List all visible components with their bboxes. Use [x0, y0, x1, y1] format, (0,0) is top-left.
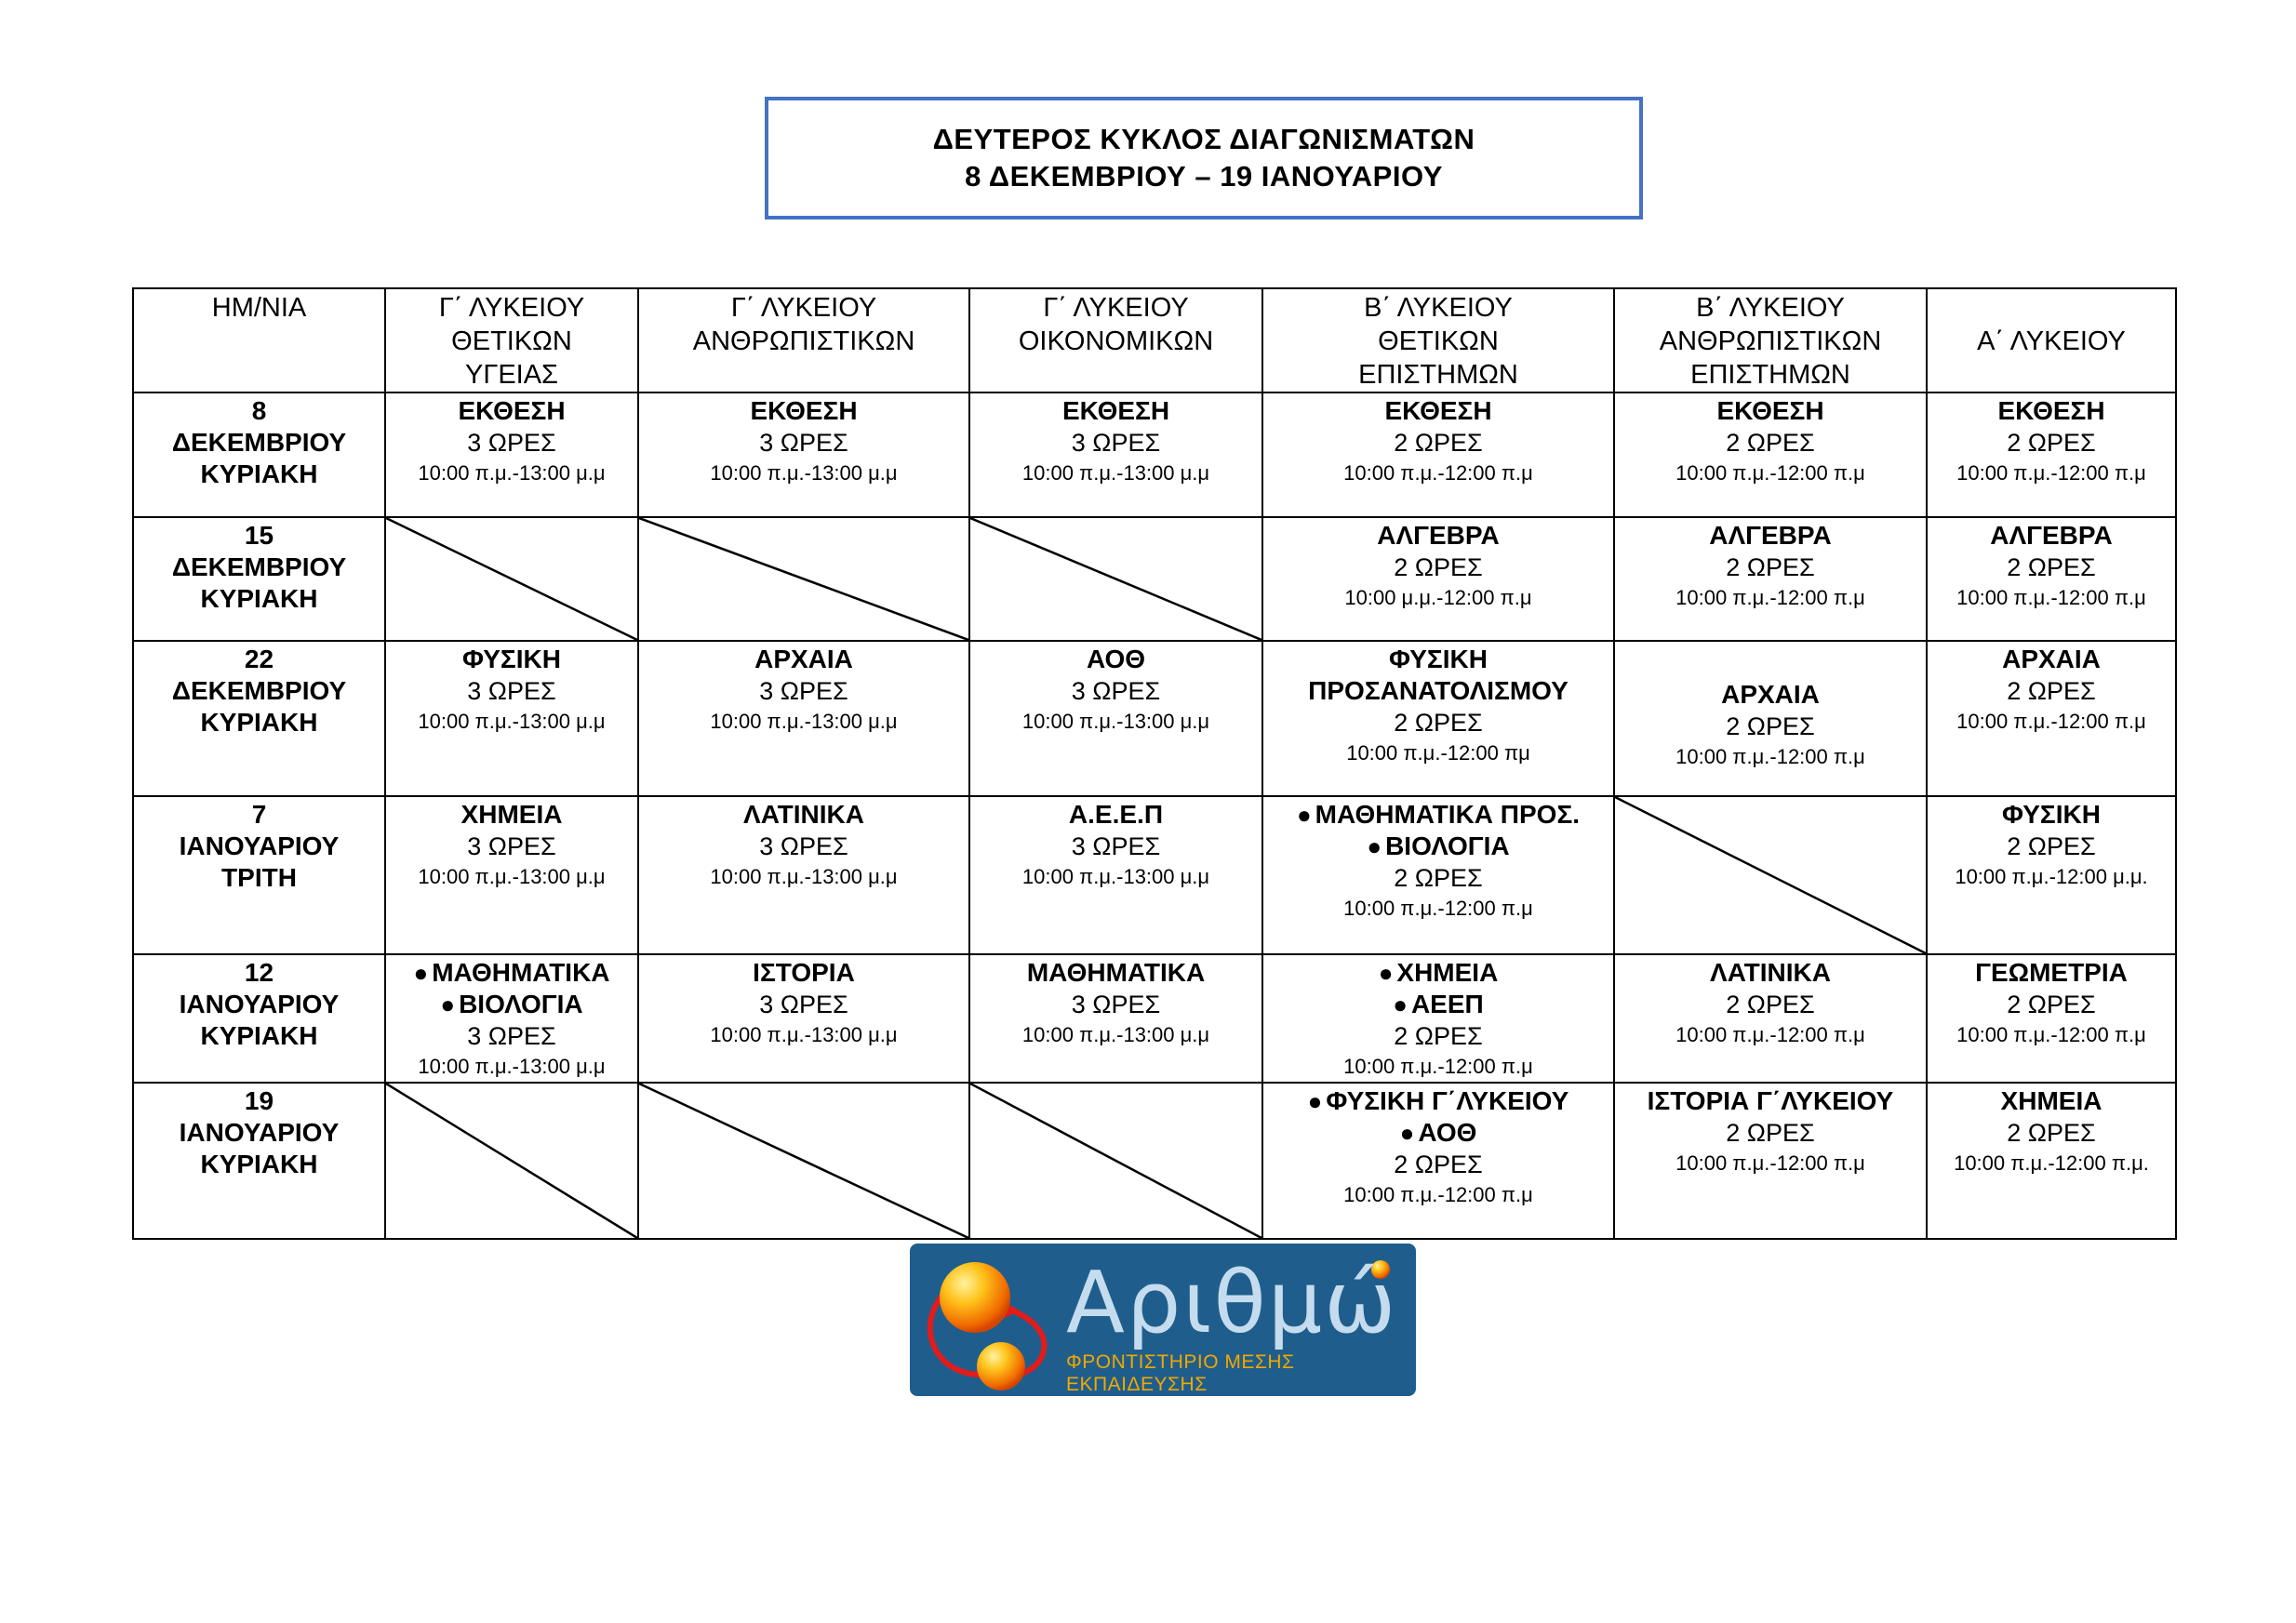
bullet-icon: ●: [1393, 991, 1408, 1018]
exam-time: 10:00 π.μ.-12:00 π.μ: [1343, 897, 1533, 920]
exam-cell: [385, 796, 638, 954]
column-header-4: [1262, 288, 1614, 392]
bullet-icon: ●: [1378, 959, 1394, 987]
exam-time: 10:00 π.μ.-12:00 π.μ: [1675, 1023, 1865, 1046]
exam-cell: [638, 954, 969, 1083]
empty-slot-cell: [385, 517, 638, 641]
exam-time: 10:00 π.μ.-13:00 μ.μ: [1021, 865, 1210, 888]
empty-slot-cell: [969, 1083, 1262, 1239]
column-header-line: ΘΕΤΙΚΩΝ: [451, 326, 572, 356]
subject-name: [1265, 675, 1611, 707]
subject-text: ΑΛΓΕΒΡΑ: [1377, 521, 1500, 550]
exam-cell: [1927, 641, 2176, 796]
column-header-line: ΕΠΙΣΤΗΜΩΝ: [1690, 360, 1850, 390]
exam-time: 10:00 π.μ.-12:00 π.μ: [1343, 1183, 1533, 1206]
exam-cell: [1614, 954, 1927, 1083]
exam-duration: 2 ΩΡΕΣ: [2007, 1119, 2096, 1147]
exam-time: 10:00 π.μ.-12:00 πμ: [1346, 741, 1530, 765]
bullet-icon: ●: [440, 991, 456, 1018]
column-header-line: ΑΝΘΡΩΠΙΣΤΙΚΩΝ: [1659, 326, 1882, 356]
subject-text: ΑΟΘ: [1086, 645, 1146, 673]
exam-cell: [1614, 1083, 1927, 1239]
exam-duration: 2 ΩΡΕΣ: [1726, 712, 1815, 740]
exam-cell: [1614, 517, 1927, 641]
exam-cell: [638, 796, 969, 954]
date-cell: [133, 796, 385, 954]
exam-duration: 3 ΩΡΕΣ: [759, 991, 848, 1018]
column-header-line: ΘΕΤΙΚΩΝ: [1378, 326, 1499, 356]
date-line: ΚΥΡΙΑΚΗ: [200, 1150, 318, 1178]
exam-time: 10:00 π.μ.-12:00 π.μ: [1956, 710, 2146, 733]
subject-name: [1929, 395, 2173, 427]
column-header-line: Γ΄ ΛΥΚΕΙΟΥ: [438, 293, 585, 323]
subject-text: ΛΑΤΙΝΙΚΑ: [743, 800, 864, 829]
exam-duration: 3 ΩΡΕΣ: [1071, 429, 1161, 457]
subject-text: ΛΑΤΙΝΙΚΑ: [1710, 958, 1831, 987]
empty-slot-cell: [969, 517, 1262, 641]
subject-name: [1265, 395, 1611, 427]
exam-time: 10:00 π.μ.-13:00 μ.μ: [418, 865, 606, 888]
subject-text: ΒΙΟΛΟΓΙΑ: [459, 990, 583, 1018]
subject-name: [1929, 644, 2173, 675]
subject-name: [1265, 831, 1611, 862]
subject-text: ΧΗΜΕΙΑ: [1396, 958, 1499, 987]
subject-name: [1265, 989, 1611, 1020]
subject-text: Α.Ε.Ε.Π: [1068, 800, 1164, 829]
exam-duration: 3 ΩΡΕΣ: [467, 429, 556, 457]
exam-schedule-table: [132, 287, 2177, 1240]
date-line: 12: [244, 958, 274, 987]
subject-name: [1265, 644, 1611, 675]
subject-text: ΑΡΧΑΙΑ: [2002, 645, 2101, 673]
date-cell: [133, 1083, 385, 1239]
diagonal-strike-line: [386, 1084, 637, 1238]
subject-text: ΑΕΕΠ: [1410, 990, 1484, 1018]
title-line-1: ΔΕΥΤΕΡΟΣ ΚΥΚΛΟΣ ΔΙΑΓΩΝΙΣΜΑΤΩΝ: [932, 123, 1475, 155]
subject-name: [641, 395, 967, 427]
exam-duration: 2 ΩΡΕΣ: [2007, 677, 2096, 705]
logo-wordmark: Αριθμώ: [1066, 1253, 1398, 1352]
subject-text: ΧΗΜΕΙΑ: [461, 800, 563, 829]
exam-cell: [1614, 641, 1927, 796]
column-header-line: ΕΠΙΣΤΗΜΩΝ: [1358, 360, 1518, 390]
column-header-line: ΟΙΚΟΝΟΜΙΚΩΝ: [1018, 326, 1214, 356]
exam-cell: [1614, 392, 1927, 517]
subject-name: [388, 395, 635, 427]
diagonal-strike-line: [970, 518, 1261, 640]
exam-duration: 2 ΩΡΕΣ: [1394, 1022, 1483, 1050]
subject-name: [1929, 799, 2173, 831]
diagonal-strike-line: [1615, 797, 1926, 953]
empty-slot-cell: [638, 517, 969, 641]
empty-slot-cell: [1614, 796, 1927, 954]
title-box: [765, 97, 1643, 220]
subject-name: [972, 395, 1260, 427]
date-line: 7: [251, 800, 267, 829]
column-header-5: [1614, 288, 1927, 392]
exam-time: 10:00 π.μ.-13:00 μ.μ: [1021, 1023, 1210, 1046]
column-header-0: [133, 288, 385, 392]
date-line: ΙΑΝΟΥΑΡΙΟΥ: [179, 831, 340, 860]
exam-time: 10:00 π.μ.-13:00 μ.μ: [418, 461, 606, 485]
exam-duration: 3 ΩΡΕΣ: [759, 429, 848, 457]
subject-name: [1929, 520, 2173, 552]
empty-slot-cell: [385, 1083, 638, 1239]
exam-time: 10:00 π.μ.-12:00 π.μ: [1343, 1055, 1533, 1078]
exam-time: 10:00 π.μ.-13:00 μ.μ: [710, 1023, 898, 1046]
exam-cell: [1927, 796, 2176, 954]
subject-text: ΑΛΓΕΒΡΑ: [1709, 521, 1832, 550]
subject-text: ΜΑΘΗΜΑΤΙΚΑ ΠΡΟΣ.: [1315, 800, 1581, 829]
exam-time: 10:00 π.μ.-12:00 π.μ: [1675, 1151, 1865, 1175]
exam-cell: [969, 954, 1262, 1083]
column-header-line: Γ΄ ΛΥΚΕΙΟΥ: [1043, 293, 1189, 323]
exam-cell: [1927, 954, 2176, 1083]
subject-name: [641, 799, 967, 831]
subject-text: ΕΚΘΕΣΗ: [1061, 396, 1170, 425]
date-line: ΙΑΝΟΥΑΡΙΟΥ: [179, 990, 340, 1018]
bullet-icon: ●: [1367, 832, 1382, 860]
exam-duration: 2 ΩΡΕΣ: [1394, 1151, 1483, 1178]
exam-cell: [1262, 796, 1614, 954]
subject-text: ΦΥΣΙΚΗ Γ΄ΛΥΚΕΙΟΥ: [1326, 1086, 1569, 1115]
subject-text: ΜΑΘΗΜΑΤΙΚΑ: [1026, 958, 1206, 987]
date-cell: [133, 517, 385, 641]
exam-time: 10:00 π.μ.-12:00 π.μ: [1675, 461, 1865, 485]
date-line: ΔΕΚΕΜΒΡΙΟΥ: [171, 676, 347, 705]
exam-duration: 3 ΩΡΕΣ: [467, 1022, 556, 1050]
exam-duration: 2 ΩΡΕΣ: [1394, 553, 1483, 581]
subject-text: ΒΙΟΛΟΓΙΑ: [1385, 831, 1510, 860]
diagonal-strike-line: [639, 518, 968, 640]
exam-cell: [1927, 517, 2176, 641]
table-row: [133, 392, 2176, 517]
exam-duration: 2 ΩΡΕΣ: [1726, 553, 1815, 581]
subject-name: [1617, 520, 1924, 552]
date-line: ΤΡΙΤΗ: [221, 863, 297, 892]
exam-time: 10:00 π.μ.-12:00 μ.μ.: [1955, 865, 2148, 888]
exam-cell: [1262, 954, 1614, 1083]
subject-name: [388, 957, 635, 989]
column-header-line: Γ΄ ΛΥΚΕΙΟΥ: [730, 293, 877, 323]
subject-text: ΦΥΣΙΚΗ: [2002, 800, 2101, 829]
subject-text: ΜΑΘΗΜΑΤΙΚΑ: [432, 958, 610, 987]
subject-name: [1265, 957, 1611, 989]
subject-name: [1265, 1117, 1611, 1149]
column-header-line: Α΄ ΛΥΚΕΙΟΥ: [1977, 326, 2126, 356]
table-body: [133, 392, 2176, 1239]
title-line-2: 8 ΔΕΚΕΜΒΡΙΟΥ – 19 ΙΑΝΟΥΑΡΙΟΥ: [965, 160, 1443, 193]
diagonal-strike-line: [386, 518, 637, 640]
exam-time: 10:00 π.μ.-12:00 π.μ: [1343, 461, 1533, 485]
exam-duration: 2 ΩΡΕΣ: [2007, 991, 2096, 1018]
subject-text: ΠΡΟΣΑΝΑΤΟΛΙΣΜΟΥ: [1308, 676, 1568, 705]
subject-name: [388, 799, 635, 831]
subject-text: ΙΣΤΟΡΙΑ Γ΄ΛΥΚΕΙΟΥ: [1647, 1086, 1894, 1115]
exam-time: 10:00 π.μ.-13:00 μ.μ: [1021, 710, 1210, 733]
exam-duration: 2 ΩΡΕΣ: [1394, 429, 1483, 457]
bullet-icon: ●: [1307, 1087, 1323, 1115]
exam-time: 10:00 π.μ.-12:00 π.μ: [1956, 461, 2146, 485]
date-line: ΔΕΚΕΜΒΡΙΟΥ: [171, 552, 347, 581]
date-line: ΚΥΡΙΑΚΗ: [200, 459, 318, 488]
subject-name: [1265, 799, 1611, 831]
subject-name: [388, 644, 635, 675]
subject-text: ΕΚΘΕΣΗ: [1384, 396, 1492, 425]
subject-name: [1265, 1085, 1611, 1117]
subject-name: [972, 799, 1260, 831]
column-header-2: [638, 288, 969, 392]
logo-subtitle: ΦΡΟΝΤΙΣΤΗΡΙΟ ΜΕΣΗΣ ΕΚΠΑΙΔΕΥΣΗΣ: [1066, 1351, 1295, 1395]
exam-cell: [1262, 517, 1614, 641]
table-row: [133, 954, 2176, 1083]
subject-name: [1617, 1085, 1924, 1117]
date-line: ΔΕΚΕΜΒΡΙΟΥ: [171, 428, 347, 457]
date-cell: [133, 954, 385, 1083]
exam-duration: 3 ΩΡΕΣ: [759, 832, 848, 860]
subject-text: ΑΟΘ: [1418, 1118, 1477, 1147]
exam-duration: 2 ΩΡΕΣ: [1394, 864, 1483, 892]
subject-text: ΙΣΤΟΡΙΑ: [753, 958, 855, 987]
column-header-line: ΥΓΕΙΑΣ: [465, 360, 558, 390]
column-header-1: [385, 288, 638, 392]
subject-text: ΑΡΧΑΙΑ: [754, 645, 853, 673]
subject-name: [388, 989, 635, 1020]
bullet-icon: ●: [1296, 801, 1312, 829]
exam-duration: 3 ΩΡΕΣ: [1071, 677, 1161, 705]
exam-duration: 2 ΩΡΕΣ: [2007, 553, 2096, 581]
exam-duration: 2 ΩΡΕΣ: [1726, 991, 1815, 1018]
subject-name: [1929, 957, 2173, 989]
empty-slot-cell: [638, 1083, 969, 1239]
date-line: ΙΑΝΟΥΑΡΙΟΥ: [179, 1118, 340, 1147]
subject-text: ΑΡΧΑΙΑ: [1721, 680, 1820, 709]
date-line: ΚΥΡΙΑΚΗ: [200, 1021, 318, 1050]
exam-time: 10:00 π.μ.-13:00 μ.μ: [710, 710, 898, 733]
exam-duration: 3 ΩΡΕΣ: [1071, 991, 1161, 1018]
exam-cell: [969, 392, 1262, 517]
subject-name: [641, 957, 967, 989]
subject-name: [1617, 957, 1924, 989]
column-header-3: [969, 288, 1262, 392]
exam-cell: [1262, 1083, 1614, 1239]
subject-name: [972, 644, 1260, 675]
subject-name: [1265, 520, 1611, 552]
exam-cell: [969, 641, 1262, 796]
date-line: 8: [251, 396, 267, 425]
diagonal-strike-line: [970, 1084, 1261, 1238]
table-row: [133, 517, 2176, 641]
subject-name: [1617, 395, 1924, 427]
exam-duration: 3 ΩΡΕΣ: [467, 677, 556, 705]
exam-time: 10:00 π.μ.-13:00 μ.μ: [710, 461, 898, 485]
exam-time: 10:00 π.μ.-13:00 μ.μ: [418, 710, 606, 733]
subject-text: ΓΕΩΜΕΤΡΙΑ: [1975, 958, 2128, 987]
exam-time: 10:00 π.μ.-12:00 π.μ.: [1954, 1151, 2149, 1175]
exam-time: 10:00 π.μ.-13:00 μ.μ: [418, 1055, 606, 1078]
subject-text: ΑΛΓΕΒΡΑ: [1990, 521, 2113, 550]
exam-cell: [638, 641, 969, 796]
exam-duration: 2 ΩΡΕΣ: [1726, 429, 1815, 457]
column-header-6: [1927, 288, 2176, 392]
date-line: ΚΥΡΙΑΚΗ: [200, 584, 318, 613]
table-row: [133, 641, 2176, 796]
exam-time: 10:00 π.μ.-13:00 μ.μ: [710, 865, 898, 888]
exam-duration: 3 ΩΡΕΣ: [1071, 832, 1161, 860]
date-cell: [133, 641, 385, 796]
date-line: ΚΥΡΙΑΚΗ: [200, 708, 318, 737]
column-header-line: Β΄ ΛΥΚΕΙΟΥ: [1696, 293, 1845, 323]
exam-time: 10:00 π.μ.-12:00 π.μ: [1956, 1023, 2146, 1046]
header-row: [133, 288, 2176, 392]
exam-cell: [385, 392, 638, 517]
bullet-icon: ●: [413, 959, 429, 987]
subject-text: ΦΥΣΙΚΗ: [1389, 645, 1488, 673]
exam-cell: [385, 954, 638, 1083]
table-row: [133, 1083, 2176, 1239]
exam-time: 10:00 π.μ.-13:00 μ.μ: [1021, 461, 1210, 485]
exam-cell: [1262, 392, 1614, 517]
exam-duration: 2 ΩΡΕΣ: [1394, 709, 1483, 737]
subject-name: [1617, 679, 1924, 711]
date-cell: [133, 392, 385, 517]
exam-cell: [638, 392, 969, 517]
date-line: 22: [244, 645, 274, 673]
subject-text: ΕΚΘΕΣΗ: [1997, 396, 2105, 425]
exam-time: 10:00 π.μ.-12:00 π.μ: [1956, 586, 2146, 609]
subject-text: ΦΥΣΙΚΗ: [462, 645, 561, 673]
exam-duration: 2 ΩΡΕΣ: [2007, 832, 2096, 860]
subject-name: [641, 644, 967, 675]
column-header-line: ΑΝΘΡΩΠΙΣΤΙΚΩΝ: [692, 326, 915, 356]
date-line: 19: [244, 1086, 274, 1115]
exam-cell: [1927, 392, 2176, 517]
subject-text: ΧΗΜΕΙΑ: [2000, 1086, 2102, 1115]
subject-text: ΕΚΘΕΣΗ: [458, 396, 566, 425]
exam-duration: 3 ΩΡΕΣ: [467, 832, 556, 860]
exam-duration: 2 ΩΡΕΣ: [2007, 429, 2096, 457]
column-header-line: ΗΜ/ΝΙΑ: [211, 293, 307, 323]
subject-name: [972, 957, 1260, 989]
diagonal-strike-line: [639, 1084, 968, 1238]
bullet-icon: ●: [1399, 1119, 1415, 1147]
exam-cell: [385, 641, 638, 796]
exam-duration: 3 ΩΡΕΣ: [759, 677, 848, 705]
subject-name: [1929, 1085, 2173, 1117]
exam-cell: [1262, 641, 1614, 796]
subject-text: ΕΚΘΕΣΗ: [1716, 396, 1824, 425]
exam-time: 10:00 μ.μ.-12:00 π.μ: [1344, 586, 1532, 609]
column-header-line: Β΄ ΛΥΚΕΙΟΥ: [1364, 293, 1513, 323]
table-row: [133, 796, 2176, 954]
subject-text: ΕΚΘΕΣΗ: [750, 396, 858, 425]
exam-cell: [1927, 1083, 2176, 1239]
arithmo-logo: [910, 1244, 1416, 1396]
exam-time: 10:00 π.μ.-12:00 π.μ: [1675, 745, 1865, 768]
exam-time: 10:00 π.μ.-12:00 π.μ: [1675, 586, 1865, 609]
exam-cell: [969, 796, 1262, 954]
date-line: 15: [244, 521, 274, 550]
exam-duration: 2 ΩΡΕΣ: [1726, 1119, 1815, 1147]
